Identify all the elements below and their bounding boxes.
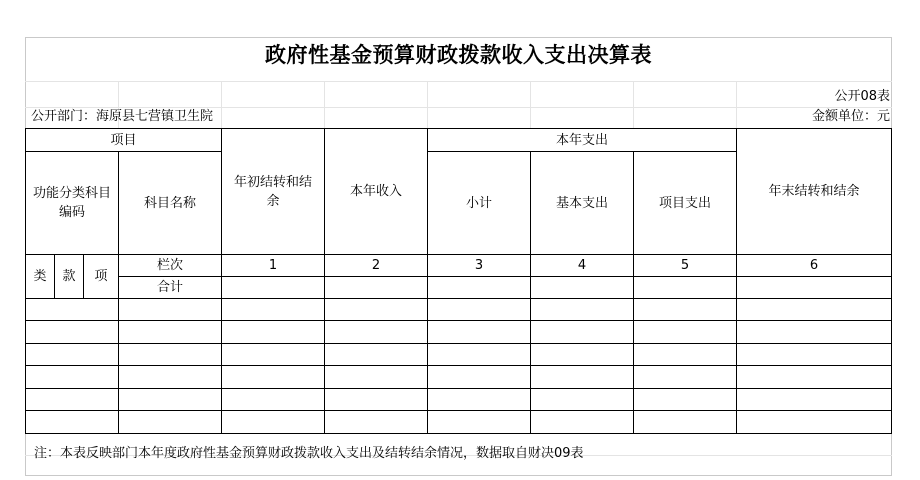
header-opening-balance: 年初结转和结余 — [233, 174, 312, 209]
department-label: 公开部门：海原县七营镇卫生院 — [31, 109, 214, 124]
grid-line — [633, 82, 634, 128]
page-title: 政府性基金预算财政拨款收入支出决算表 — [265, 42, 652, 67]
column-number: 4 — [577, 258, 587, 273]
grid-line — [25, 81, 892, 82]
header-annual-income: 本年收入 — [349, 184, 402, 199]
header-item: 项目 — [110, 132, 137, 148]
column-number: 6 — [809, 258, 819, 273]
column-number: 3 — [474, 258, 484, 273]
header-subject-name: 科目名称 — [143, 195, 196, 211]
header-kuan: 款 — [62, 269, 76, 284]
grid-line — [427, 82, 428, 128]
header-function-code: 功能分类科目编码 — [32, 186, 111, 220]
column-number: 1 — [268, 258, 278, 273]
footnote: 注：本表反映部门本年度政府性基金预算财政拨款收入支出及结转结余情况，数据取自财决09表 — [34, 446, 584, 461]
header-project-expense: 项目支出 — [658, 195, 711, 211]
table-body-rows[interactable] — [26, 299, 891, 433]
header-xiang: 项 — [94, 269, 108, 284]
header-subtotal: 小计 — [465, 195, 492, 211]
grid-line — [736, 82, 737, 128]
header-lei: 类 — [33, 269, 47, 284]
header-basic-expense: 基本支出 — [555, 195, 608, 211]
unit-label: 金额单位：元 — [811, 109, 890, 124]
header-closing-balance: 年末结转和结余 — [768, 184, 860, 199]
table-code: 公开08表 — [834, 89, 890, 104]
column-number: 2 — [371, 258, 381, 273]
row-label-column-index: 栏次 — [156, 258, 183, 273]
row-label-total: 合计 — [156, 280, 183, 295]
grid-line — [25, 107, 892, 108]
grid-line — [324, 82, 325, 128]
grid-line — [530, 82, 531, 128]
column-number: 5 — [680, 258, 690, 273]
header-annual-expense: 本年支出 — [555, 132, 608, 148]
grid-line — [221, 82, 222, 128]
